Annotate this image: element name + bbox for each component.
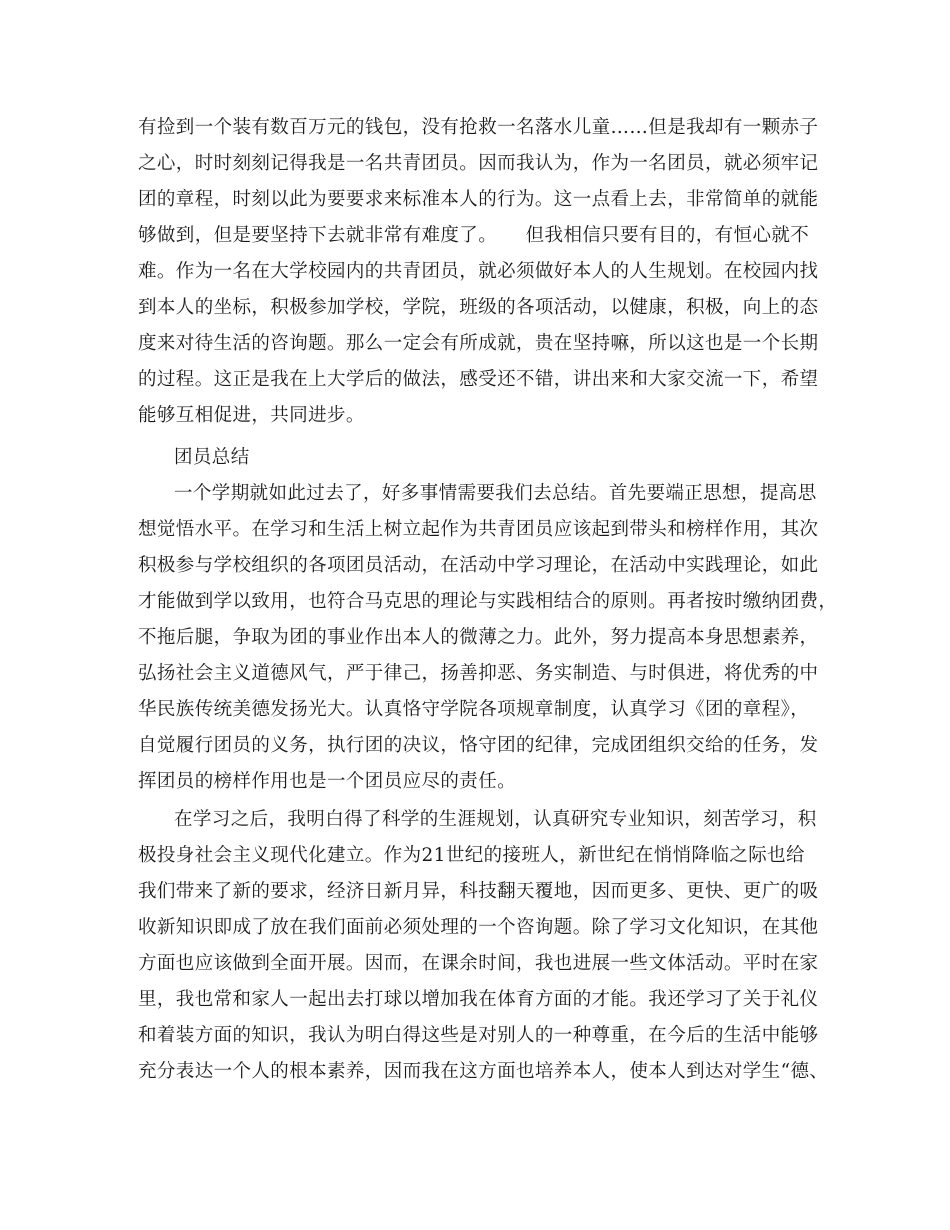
- text-line: 的过程。这正是我在上大学后的做法，感受还不错，讲出来和大家交流一下，希望: [138, 369, 819, 390]
- text-line: 团的章程，时刻以此为要要求来标准本人的行为。这一点看上去，非常简单的就能: [138, 189, 819, 210]
- text-line: 度来对待生活的咨询题。那么一定会有所成就，贵在坚持嘛，所以这也是一个长期: [138, 333, 819, 354]
- text-line: 难。作为一名在大学校园内的共青团员，就必须做好本人的人生规划。在校园内找: [138, 261, 819, 282]
- text-line: 够做到，但是要坚持下去就非常有难度了。 但我相信只要有目的，有恒心就不: [138, 225, 810, 246]
- text-line: 里，我也常和家人一起出去打球以增加我在体育方面的才能。我还学习了关于礼仪: [138, 989, 819, 1010]
- section-title: 团员总结: [174, 447, 250, 468]
- text-line: 华民族传统美德发扬光大。认真恪守学院各项规章制度，认真学习《团的章程》，: [138, 699, 810, 720]
- text-line: 到本人的坐标，积极参加学校，学院，班级的各项活动，以健康，积极，向上的态: [138, 297, 819, 318]
- text-line: 有捡到一个装有数百万元的钱包，没有抢救一名落水儿童……但是我却有一颗赤子: [138, 117, 819, 138]
- text-line: 收新知识即成了放在我们面前必须处理的一个咨询题。除了学习文化知识，在其他: [138, 917, 819, 938]
- text-line: 充分表达一个人的根本素养，因而我在这方面也培养本人，使本人到达对学生“德、: [138, 1061, 829, 1082]
- text-line: 方面也应该做到全面开展。因而，在课余时间，我也进展一些文体活动。平时在家: [138, 953, 819, 974]
- text-line: 极投身社会主义现代化建立。作为21世纪的接班人，新世纪在悄悄降临之际也给: [138, 845, 805, 866]
- text-line: 之心，时时刻刻记得我是一名共青团员。因而我认为，作为一名团员，就必须牢记: [138, 153, 819, 174]
- paragraph-continued: [138, 110, 828, 434]
- text-line: 一个学期就如此过去了，好多事情需要我们去总结。首先要端正思想，提高思: [174, 483, 817, 504]
- text-line: 弘扬社会主义道德风气，严于律己，扬善抑恶、务实制造、与时俱进，将优秀的中: [138, 663, 819, 684]
- text-line: 在学习之后，我明白得了科学的生涯规划，认真研究专业知识，刻苦学习，积: [174, 809, 817, 830]
- paragraph-two: [138, 440, 838, 800]
- text-line: 想觉悟水平。在学习和生活上树立起作为共青团员应该起到带头和榜样作用，其次: [138, 519, 819, 540]
- text-line: 我们带来了新的要求，经济日新月异，科技翻天覆地，因而更多、更快、更广的吸: [138, 881, 819, 902]
- text-line: 不拖后腿，争取为团的事业作出本人的微薄之力。此外，努力提高本身思想素养，: [138, 627, 819, 648]
- text-line: 能够互相促进，共同进步。: [138, 405, 365, 426]
- text-line: 挥团员的榜样作用也是一个团员应尽的责任。: [138, 771, 517, 792]
- text-line: 才能做到学以致用，也符合马克思的理论与实践相结合的原则。再者按时缴纳团费，: [138, 591, 838, 612]
- paragraph-three: [138, 802, 828, 1090]
- text-line: 自觉履行团员的义务，执行团的决议，恪守团的纪律，完成团组织交给的任务，发: [138, 735, 819, 756]
- text-line: 和着装方面的知识，我认为明白得这些是对别人的一种尊重，在今后的生活中能够: [138, 1025, 819, 1046]
- text-line: 积极参与学校组织的各项团员活动，在活动中学习理论，在活动中实践理论，如此: [138, 555, 819, 576]
